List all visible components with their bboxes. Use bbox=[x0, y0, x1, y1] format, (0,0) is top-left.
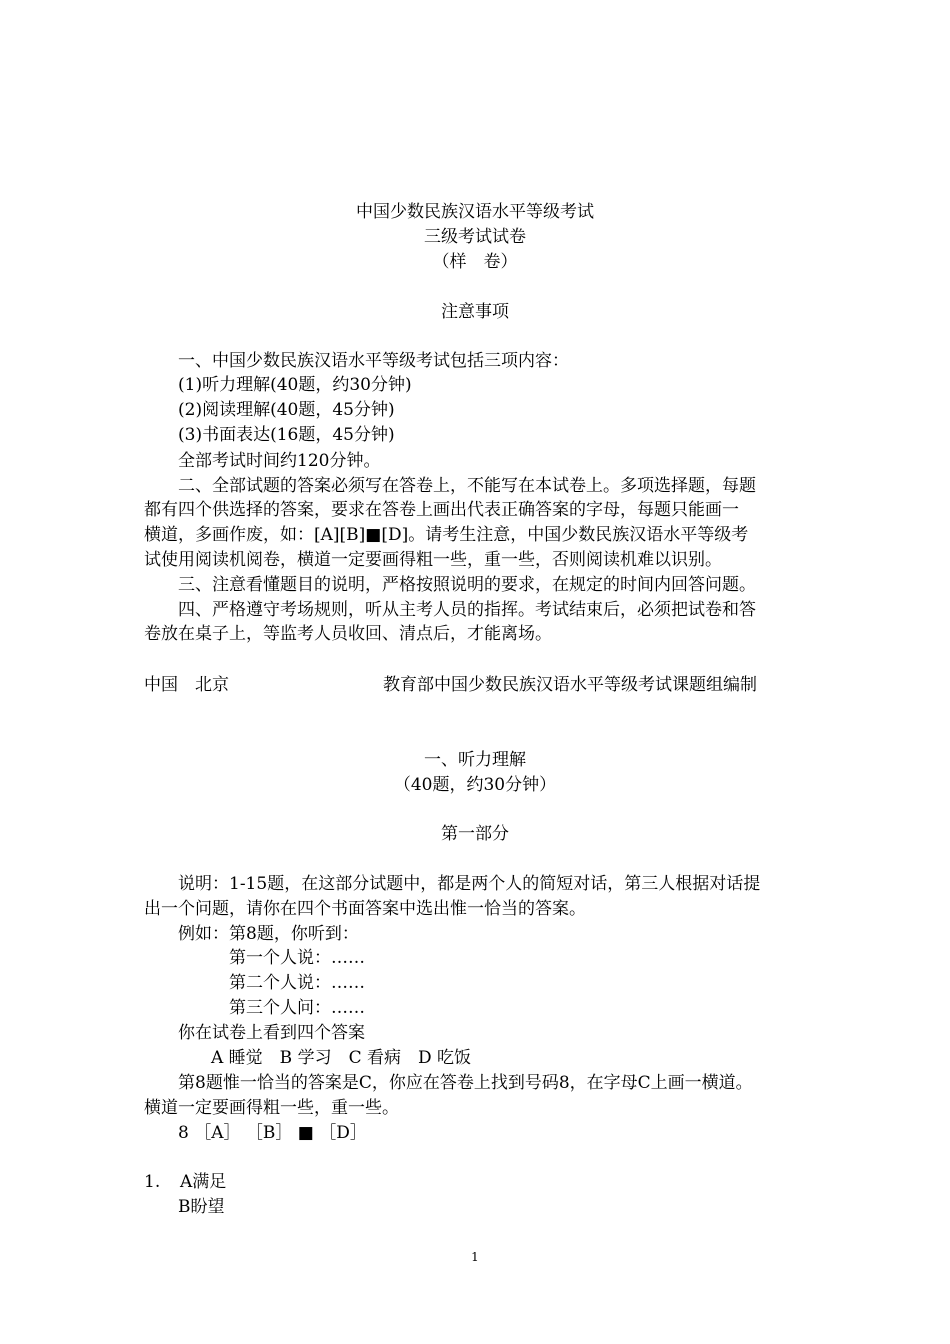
notice-item-2-line-3: 横道，多画作废，如：[A][B]■[D]。请考生注意，中国少数民族汉语水平等级考 bbox=[144, 525, 749, 545]
place-label: 中国 北京 bbox=[144, 675, 229, 695]
notice-heading: 注意事项 bbox=[441, 302, 509, 322]
compiler-label: 教育部中国少数民族汉语水平等级考试课题组编制 bbox=[383, 675, 757, 695]
exam-subtitle: 三级考试试卷 bbox=[424, 227, 526, 247]
question-option-b: B盼望 bbox=[178, 1197, 225, 1217]
example-see-answers: 你在试卷上看到四个答案 bbox=[178, 1023, 365, 1043]
question-option-a: A满足 bbox=[180, 1172, 227, 1192]
notice-item-2-line-2: 都有四个供选择的答案，要求在答卷上画出代表正确答案的字母，每题只能画一 bbox=[144, 500, 739, 520]
section-duration: （40题，约30分钟） bbox=[393, 775, 557, 795]
example-answer-line-1: 第8题惟一恰当的答案是C，你应在答卷上找到号码8，在字母C上画一横道。 bbox=[178, 1073, 753, 1093]
notice-item-1-sub-3: (3)书面表达(16题，45分钟) bbox=[178, 425, 395, 445]
notice-item-4-line-2: 卷放在桌子上，等监考人员收回、清点后，才能离场。 bbox=[144, 624, 552, 644]
notice-item-2-line-1: 二、全部试题的答案必须写在答卷上，不能写在本试卷上。多项选择题，每题 bbox=[178, 476, 756, 496]
page-number: 1 bbox=[471, 1250, 479, 1264]
part-title: 第一部分 bbox=[441, 824, 509, 844]
example-speaker-1: 第一个人说：…… bbox=[229, 948, 365, 968]
notice-item-3: 三、注意看懂题目的说明，严格按照说明的要求，在规定的时间内回答问题。 bbox=[178, 575, 756, 595]
example-answer-mark: 8 ［A］ ［B］ ■ ［D］ bbox=[178, 1123, 367, 1143]
example-intro: 例如：第8题，你听到： bbox=[178, 924, 359, 944]
example-options: A 睡觉 B 学习 C 看病 D 吃饭 bbox=[211, 1048, 472, 1068]
instructions-line-2: 出一个问题，请你在四个书面答案中选出惟一恰当的答案。 bbox=[144, 899, 586, 919]
notice-item-1-sub-1: (1)听力理解(40题，约30分钟) bbox=[178, 375, 412, 395]
question-number: 1. bbox=[144, 1172, 161, 1192]
example-speaker-2: 第二个人说：…… bbox=[229, 973, 365, 993]
example-answer-line-2: 横道一定要画得粗一些，重一些。 bbox=[144, 1098, 399, 1118]
notice-total-time: 全部考试时间约120分钟。 bbox=[178, 451, 381, 471]
notice-item-1-sub-2: (2)阅读理解(40题，45分钟) bbox=[178, 400, 395, 420]
exam-title: 中国少数民族汉语水平等级考试 bbox=[356, 202, 594, 222]
notice-item-4-line-1: 四、严格遵守考场规则，听从主考人员的指挥。考试结束后，必须把试卷和答 bbox=[178, 600, 756, 620]
notice-item-2-line-4: 试使用阅读机阅卷，横道一定要画得粗一些，重一些，否则阅读机难以识别。 bbox=[144, 550, 722, 570]
sample-label: （样 卷） bbox=[432, 252, 518, 272]
example-speaker-3: 第三个人问：…… bbox=[229, 998, 365, 1018]
section-title: 一、听力理解 bbox=[424, 750, 526, 770]
notice-item-1: 一、中国少数民族汉语水平等级考试包括三项内容： bbox=[178, 351, 569, 371]
instructions-line-1: 说明：1-15题，在这部分试题中，都是两个人的简短对话，第三人根据对话提 bbox=[178, 874, 761, 894]
